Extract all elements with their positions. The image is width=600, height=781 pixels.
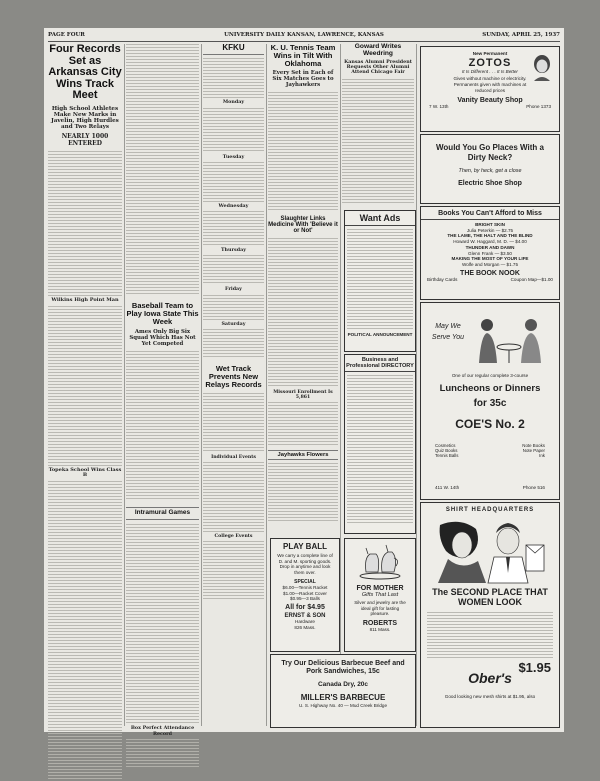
shop-name: Vanity Beauty Shop — [457, 96, 523, 104]
coes-item: Cosmetics — [435, 443, 456, 448]
article-text — [126, 739, 199, 769]
book-title: THE LAME, THE HALT AND THE BLIND — [447, 233, 533, 239]
column-rule — [340, 44, 341, 726]
subhead: Individual Events — [211, 454, 256, 460]
book-title: MAKING THE MOST OF YOUR LIFE — [451, 256, 529, 262]
special-total: All for $4.95 — [285, 604, 325, 612]
coes-item: Note Paper — [522, 448, 545, 453]
book-title: BRIGHT SKIN — [475, 222, 505, 227]
goward-deck: Kansas Alumni President Requests Other Alumni Attend Chicago Fair — [344, 58, 412, 76]
article-text — [203, 162, 264, 202]
book-author: Wolfe and Morgan — $1.75 — [461, 262, 519, 268]
baseball-headline: Baseball Team to Play Iowa State This Week — [126, 301, 199, 326]
attendance-headline: Box Perfect Attendance Record — [130, 725, 195, 737]
obers-logo: Ober's — [468, 669, 512, 686]
ad-line: Silver and jewelry are the — [354, 600, 406, 605]
article-text — [126, 351, 199, 501]
kfku-headline: KFKU — [203, 44, 264, 55]
article-text — [203, 255, 264, 285]
tennis-headline: K. U. Tennis Team Wins in Tilt With Oklahoma — [270, 43, 336, 68]
special-item: $6.00—Tennis Racket — [282, 584, 328, 590]
track-meet-headline: Four Records Set as Arkansas City Wins Track Meet — [48, 43, 122, 102]
day-label: Monday — [222, 99, 245, 106]
ad-line: ideal gift for lasting — [360, 605, 400, 611]
for-mother-ad — [344, 538, 416, 652]
special-label: SPECIAL — [294, 578, 316, 585]
shirts-price: $1.95 — [518, 659, 551, 675]
article-text — [342, 79, 414, 204]
special-item: $0.95—3 Balls — [290, 596, 320, 602]
jayhawks-flowers-headline: Jayhawks Flowers — [268, 450, 338, 460]
intramural-headline: Intramural Games — [126, 507, 199, 520]
newspaper-name: UNIVERSITY DAILY KANSAN, LAWRENCE, KANSAS — [224, 32, 384, 38]
zotos-kicker: New Permanent — [472, 51, 508, 56]
results-list — [126, 44, 199, 294]
ad-line: We carry a complete line of — [277, 553, 333, 558]
article-text — [268, 463, 338, 523]
book-author: Howard W. Haggard, M. D. — $4.00 — [453, 239, 527, 245]
political-announcement: POLITICAL ANNOUNCEMENT — [347, 332, 413, 337]
mother-title: FOR MOTHER — [356, 585, 404, 592]
article-text — [203, 211, 264, 246]
article-text — [48, 306, 122, 466]
goward-headline: Goward Writes Weedring — [354, 43, 402, 57]
coes-item: Ink — [539, 453, 545, 458]
day-label: Thursday — [220, 247, 247, 254]
book-author: Julia Peterkin — $2.75 — [466, 227, 514, 233]
ad-line: pleasure. — [370, 611, 390, 617]
baseball-deck: Ames Only Big Six Squad Which Has Not Yet Competed — [129, 328, 196, 347]
zotos-ad — [420, 46, 560, 132]
ad-line: reduced prices — [474, 87, 506, 93]
article-text — [268, 92, 338, 212]
store-address: 811 Mass. — [369, 627, 391, 633]
article-text — [268, 402, 338, 447]
books-right-note: Coupon Map—$1.00 — [510, 276, 553, 282]
books-left-note: Birthday Cards — [427, 276, 458, 282]
day-label: Wednesday — [218, 202, 249, 209]
results-list — [203, 541, 264, 601]
article-text — [203, 393, 264, 453]
article-text — [203, 58, 264, 98]
column-2 — [126, 44, 199, 737]
want-ads-section — [344, 210, 416, 352]
ad-line: Drop in anytime and look — [279, 564, 331, 570]
shop-address: 7 W. 13th — [429, 103, 449, 109]
subhead: Missouri Enrollment Is 5,861 — [273, 389, 333, 400]
store-name: THE BOOK NOOK — [460, 269, 520, 277]
coes-address: 411 W. 14th — [435, 485, 460, 491]
shoe-shop-ad — [420, 134, 560, 204]
books-headline: Books You Can't Afford to Miss — [421, 210, 559, 220]
couple-illustration-icon — [430, 515, 550, 583]
barbecue-address: U. S. Highway No. 40 — Mud Creek Bridge — [298, 703, 388, 709]
barbecue-headline: Try Our Delicious Barbecue Beef and Pork Sandwiches, 15c — [281, 660, 405, 676]
track-meet-kicker: NEARLY 1000 ENTERED — [61, 133, 109, 147]
woman-portrait-icon — [531, 53, 553, 81]
masthead — [48, 31, 560, 42]
coes-ad — [420, 302, 560, 500]
column-1 — [48, 44, 122, 730]
article-text — [203, 108, 264, 153]
column-rule — [416, 44, 417, 726]
zotos-tagline: It Is Different . . . It Is Better — [462, 68, 518, 74]
shirts-headline: The SECOND PLACE THAT WOMEN LOOK — [432, 587, 548, 607]
store-type: Hardware — [295, 619, 315, 625]
directory-title: Business and Professional DIRECTORY — [345, 355, 415, 372]
day-label: Saturday — [221, 320, 246, 327]
subhead: Wilkins High Point Man — [51, 297, 119, 304]
classified-text — [347, 229, 413, 329]
book-title: THUNDER AND DAWN — [465, 244, 515, 250]
shirts-ad — [420, 502, 560, 728]
ad-line: them over. — [294, 570, 316, 576]
store-name: ROBERTS — [362, 620, 398, 628]
newspaper-page — [44, 28, 564, 737]
zotos-brand: ZOTOS — [468, 56, 512, 69]
column-rule — [266, 44, 267, 726]
coes-item: Quiz Books — [435, 448, 458, 453]
tennis-deck: Every Set in Each of Six Matches Goes to Jayhawkers — [272, 69, 334, 88]
store-name: ERNST & SON — [284, 613, 326, 620]
subhead: Topeka School Wins Class B — [48, 466, 122, 479]
shirts-kicker: SHIRT HEADQUARTERS — [445, 507, 535, 513]
directory-section — [344, 354, 416, 534]
day-label: Tuesday — [222, 153, 245, 160]
book-nook-ad — [420, 206, 560, 300]
ad-line: Gives without machine or electricity. — [453, 76, 527, 82]
ad-line: D. and M. sporting goods. — [278, 558, 332, 564]
subhead: College Events — [214, 533, 253, 539]
barbecue-drink: Canada Dry, 20c — [317, 681, 369, 689]
column-rule — [124, 44, 125, 726]
ad-line: Permanents given with machines at — [453, 82, 527, 88]
coes-item: Note Books — [522, 443, 545, 448]
play-ball-ad — [270, 538, 340, 652]
article-text — [126, 524, 199, 724]
mother-subtitle: Gifts That Last — [361, 592, 399, 598]
column-rule — [201, 44, 202, 726]
page-number: PAGE FOUR — [48, 32, 85, 38]
article-text — [203, 295, 264, 320]
want-ads-title: Want Ads — [345, 211, 415, 226]
article-text — [268, 238, 338, 388]
issue-date: SUNDAY, APRIL 25, 1937 — [482, 32, 560, 38]
ad-copy-text — [427, 612, 553, 658]
coes-item: Tennis Balls — [435, 453, 459, 458]
store-address: 826 Mass. — [294, 624, 316, 630]
coes-kicker: May We Serve You — [431, 323, 465, 342]
shoe-headline: Would You Go Places With a Dirty Neck? — [436, 143, 544, 162]
coes-headline: Luncheons or Dinners — [439, 383, 541, 394]
column-3 — [203, 44, 264, 730]
barbecue-ad — [270, 654, 416, 728]
special-item: $1.00—Racket Cover — [283, 590, 327, 596]
article-text — [203, 329, 264, 359]
shoe-body: Then, by heck, get a close — [458, 168, 522, 175]
coes-price: for 35c — [473, 398, 507, 409]
coes-phone: Phone 516 — [522, 485, 545, 491]
slaughter-headline: Slaughter Links Medicine With 'Believe it or Not' — [268, 215, 338, 235]
play-ball-title: PLAY BALL — [282, 542, 327, 551]
directory-listings — [347, 375, 413, 525]
track-meet-deck: High School Athletes Make New Marks in Javelin, High Hurdles and Two Relays — [51, 105, 119, 131]
results-list — [203, 462, 264, 532]
barbecue-store: MILLER'S BARBECUE — [300, 693, 386, 703]
coes-sub: One of our regular complete 3-course — [451, 373, 529, 378]
coffee-set-icon — [358, 542, 402, 580]
diners-illustration-icon — [469, 313, 553, 365]
shirts-footer: Good looking new mesh shirts at $1.95, also — [444, 693, 536, 699]
coes-brand: COE'S No. 2 — [455, 417, 525, 431]
article-text — [48, 481, 122, 781]
book-author: Glenn Frank — $3.50 — [468, 250, 512, 256]
article-text — [48, 151, 122, 296]
shop-name: Electric Shoe Shop — [458, 180, 522, 188]
shop-phone: Phone 1373 — [526, 103, 551, 109]
wet-track-headline: Wet Track Prevents New Relays Records — [205, 363, 262, 389]
day-label: Friday — [225, 286, 242, 293]
